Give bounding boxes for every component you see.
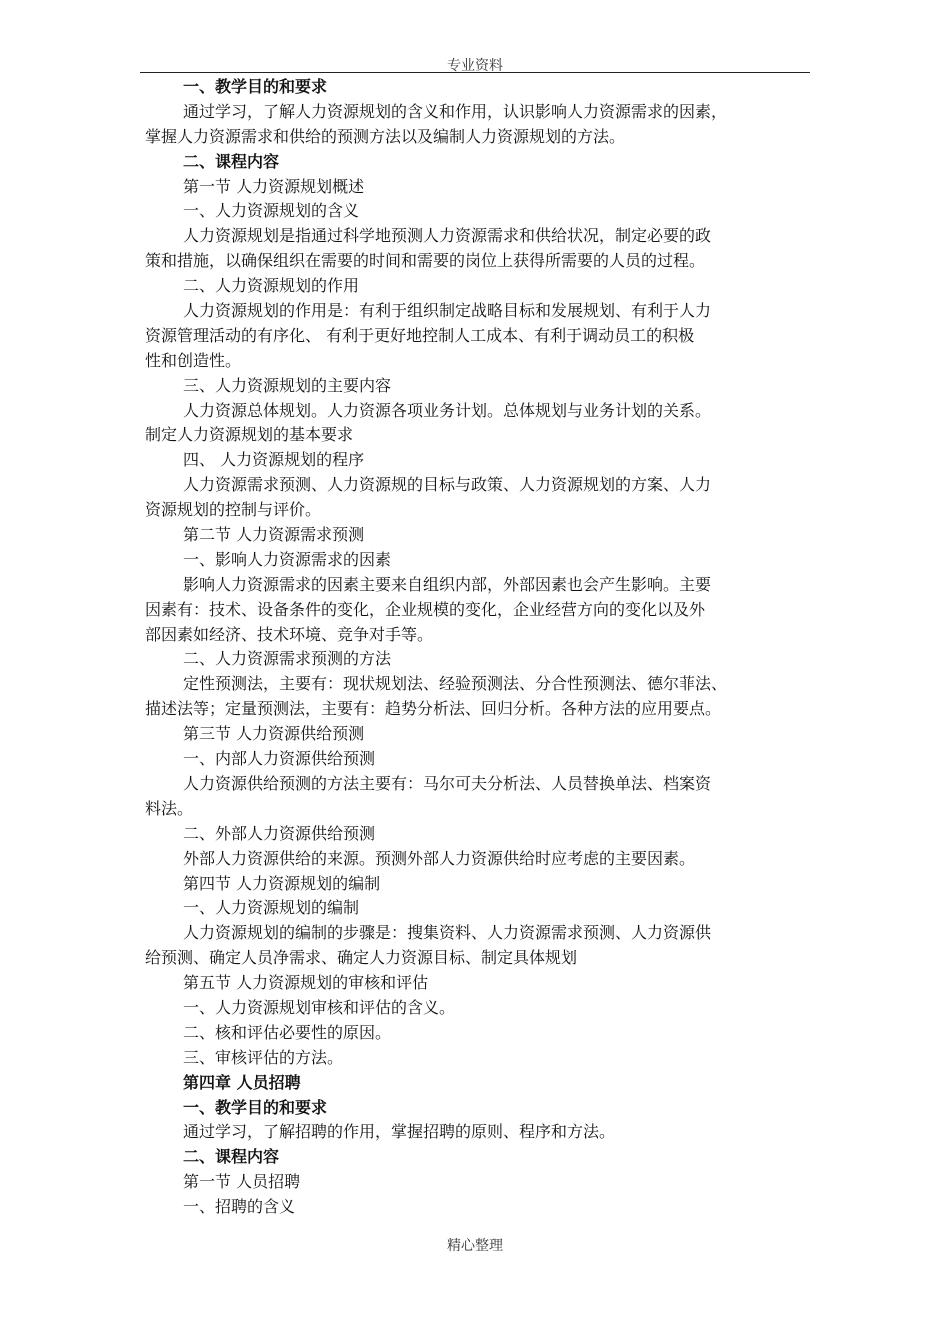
paragraph-line: 料法。 — [145, 798, 194, 818]
heading-teaching-goals: 一、教学目的和要求 — [183, 1097, 328, 1117]
heading-course-content: 二、课程内容 — [183, 1147, 280, 1167]
paragraph-line: 人力资源供给预测的方法主要有：马尔可夫分析法、人员替换单法、档案资 — [183, 773, 712, 793]
subsection-title: 一、内部人力资源供给预测 — [183, 749, 376, 769]
paragraph-line: 策和措施，以确保组织在需要的时间和需要的岗位上获得所需要的人员的过程。 — [145, 251, 706, 271]
document-body — [145, 75, 810, 1220]
paragraph-line: 人力资源规划的编制的步骤是：搜集资料、人力资源需求预测、人力资源供 — [183, 923, 712, 943]
paragraph-line: 性和创造性。 — [145, 350, 242, 370]
paragraph-line: 人力资源规划的作用是：有利于组织制定战略目标和发展规划、有利于人力 — [183, 301, 712, 321]
paragraph-line: 人力资源总体规划。人力资源各项业务计划。总体规划与业务计划的关系。 — [183, 400, 712, 420]
subsection-title: 一、招聘的含义 — [183, 1197, 296, 1217]
section-title: 第五节 人力资源规划的审核和评估 — [183, 973, 429, 993]
paragraph-line: 人力资源需求预测、人力资源规的目标与政策、人力资源规划的方案、人力 — [183, 475, 712, 495]
subsection-title: 二、人力资源规划的作用 — [183, 276, 360, 296]
paragraph-line: 因素有：技术、设备条件的变化，企业规模的变化，企业经营方向的变化以及外 — [145, 599, 706, 619]
subsection-title: 三、人力资源规划的主要内容 — [183, 375, 392, 395]
paragraph-line: 制定人力资源规划的基本要求 — [145, 425, 354, 445]
paragraph-line: 人力资源规划是指通过科学地预测人力资源需求和供给状况，制定必要的政 — [183, 226, 712, 246]
page-header-label: 专业资料 — [447, 58, 503, 74]
list-item: 三、审核评估的方法。 — [183, 1047, 344, 1067]
paragraph-line: 通过学习，了解招聘的作用，掌握招聘的原则、程序和方法。 — [183, 1122, 616, 1142]
heading-teaching-goals: 一、教学目的和要求 — [183, 77, 328, 96]
paragraph-line: 外部人力资源供给的来源。预测外部人力资源供给时应考虑的主要因素。 — [183, 848, 696, 868]
subsection-title: 一、人力资源规划的编制 — [183, 898, 360, 918]
header-divider — [140, 72, 810, 73]
paragraph-line: 影响人力资源需求的因素主要来自组织内部，外部因素也会产生影响。主要 — [183, 574, 712, 594]
section-title: 第一节 人力资源规划概述 — [183, 176, 365, 196]
list-item: 一、人力资源规划审核和评估的含义。 — [183, 997, 456, 1017]
section-title: 第四节 人力资源规划的编制 — [183, 873, 381, 893]
subsection-title: 二、人力资源需求预测的方法 — [183, 649, 392, 669]
subsection-title: 二、外部人力资源供给预测 — [183, 823, 376, 843]
paragraph-line: 资源管理活动的有序化、 有利于更好地控制人工成本、有利于调动员工的积极 — [145, 325, 695, 345]
paragraph-line: 描述法等；定量预测法，主要有：趋势分析法、回归分析。各种方法的应用要点。 — [145, 699, 722, 719]
list-item: 二、核和评估必要性的原因。 — [183, 1022, 392, 1042]
subsection-title: 一、影响人力资源需求的因素 — [183, 549, 392, 569]
paragraph-line: 通过学习，了解人力资源规划的含义和作用，认识影响人力资源需求的因素， — [183, 101, 728, 121]
paragraph-line: 定性预测法，主要有：现状规划法、经验预测法、分合性预测法、德尔菲法、 — [183, 674, 728, 694]
subsection-title: 四、 人力资源规划的程序 — [183, 450, 365, 470]
paragraph-line: 给预测、确定人员净需求、确定人力资源目标、制定具体规划 — [145, 948, 578, 968]
chapter-title: 第四章 人员招聘 — [183, 1072, 301, 1092]
section-title: 第三节 人力资源供给预测 — [183, 724, 365, 744]
section-title: 第一节 人员招聘 — [183, 1172, 301, 1192]
heading-course-content: 二、课程内容 — [183, 151, 280, 171]
paragraph-line: 资源规划的控制与评价。 — [145, 500, 322, 520]
paragraph-line: 掌握人力资源需求和供给的预测方法以及编制人力资源规划的方法。 — [145, 126, 626, 146]
paragraph-line: 部因素如经济、技术环境、竞争对手等。 — [145, 624, 434, 644]
page-footer-label: 精心整理 — [447, 1238, 503, 1254]
subsection-title: 一、人力资源规划的含义 — [183, 201, 360, 221]
section-title: 第二节 人力资源需求预测 — [183, 525, 365, 545]
